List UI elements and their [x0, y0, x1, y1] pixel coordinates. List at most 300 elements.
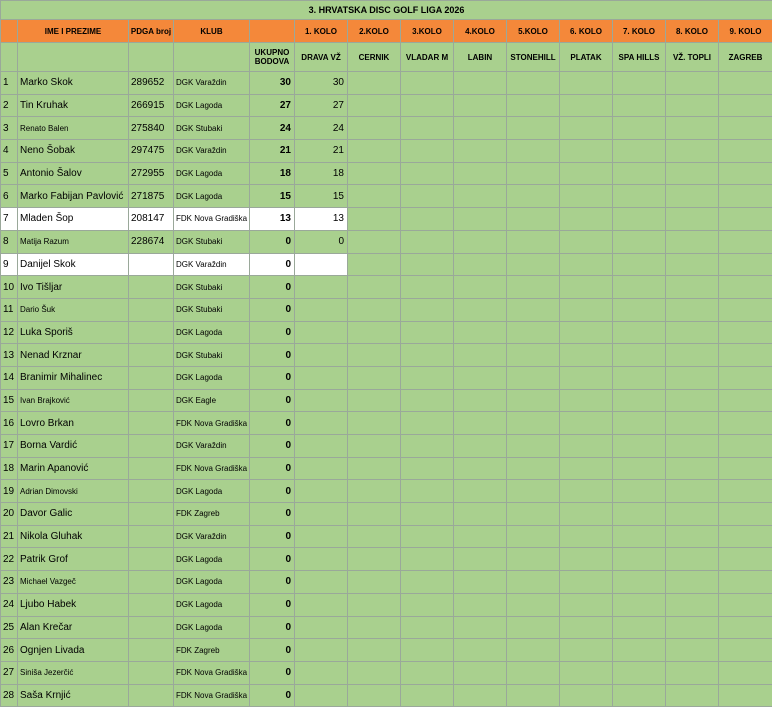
round-2-points [348, 298, 401, 321]
round-8-points [666, 389, 719, 412]
round-5-points [507, 548, 560, 571]
table-row [1, 480, 772, 503]
pdga-number: 289652 [129, 72, 174, 95]
round-4-points [454, 435, 507, 458]
club-name: DGK Stubaki [174, 117, 250, 140]
round-6-points [560, 412, 613, 435]
round-7-points [613, 661, 666, 684]
total-points: 21 [250, 140, 295, 163]
round-9-points [719, 503, 772, 526]
round-4-points [454, 276, 507, 299]
row-number: 25 [1, 616, 18, 639]
total-points: 0 [250, 435, 295, 458]
table-row [1, 548, 772, 571]
round-1-points [295, 593, 348, 616]
row-number: 9 [1, 253, 18, 276]
round-4-points [454, 457, 507, 480]
round-1-points [295, 457, 348, 480]
club-name: DGK Stubaki [174, 344, 250, 367]
table-row [1, 276, 772, 299]
round-5-points [507, 94, 560, 117]
table-row [1, 435, 772, 458]
round-8-points [666, 72, 719, 95]
player-name: Patrik Grof [18, 548, 129, 571]
round-4-points [454, 548, 507, 571]
round-4-points [454, 253, 507, 276]
round-5-points [507, 276, 560, 299]
round-2-points [348, 276, 401, 299]
row-number: 7 [1, 208, 18, 231]
row-number: 4 [1, 140, 18, 163]
player-name: Michael Vazgeč [18, 571, 129, 594]
round-6-points [560, 548, 613, 571]
round-5-points [507, 366, 560, 389]
total-points: 0 [250, 593, 295, 616]
round-8-points [666, 457, 719, 480]
round-9-points [719, 140, 772, 163]
round-6-points [560, 661, 613, 684]
player-name: Borna Vardić [18, 435, 129, 458]
round-9-points [719, 412, 772, 435]
club-name: DGK Varaždin [174, 525, 250, 548]
round-6-points [560, 593, 613, 616]
round-6-points [560, 162, 613, 185]
round-5-points [507, 616, 560, 639]
row-number: 23 [1, 571, 18, 594]
round-8-points [666, 639, 719, 662]
round-3-points [401, 480, 454, 503]
round-3-points [401, 389, 454, 412]
round-4-points [454, 525, 507, 548]
round-1-points [295, 525, 348, 548]
pdga-number: 208147 [129, 208, 174, 231]
round-2-points [348, 140, 401, 163]
round-3-points [401, 94, 454, 117]
pdga-number [129, 435, 174, 458]
round-1-points: 18 [295, 162, 348, 185]
round-3-points [401, 208, 454, 231]
round-6-points [560, 639, 613, 662]
round-9-points [719, 571, 772, 594]
round-5-points [507, 661, 560, 684]
total-points: 0 [250, 344, 295, 367]
round-1-points: 30 [295, 72, 348, 95]
club-name: DGK Stubaki [174, 298, 250, 321]
table-row [1, 344, 772, 367]
table-row [1, 366, 772, 389]
total-points: 0 [250, 253, 295, 276]
total-points: 0 [250, 366, 295, 389]
round-2-points [348, 94, 401, 117]
round-8-points [666, 140, 719, 163]
player-name: Adrian Dimovski [18, 480, 129, 503]
row-number: 10 [1, 276, 18, 299]
round-5-points [507, 298, 560, 321]
pdga-number [129, 571, 174, 594]
round-6-points [560, 94, 613, 117]
round-9-points [719, 321, 772, 344]
round-7-points [613, 684, 666, 707]
header-round: 4.KOLO [454, 20, 507, 43]
pdga-number: 228674 [129, 230, 174, 253]
round-7-points [613, 276, 666, 299]
row-number: 16 [1, 412, 18, 435]
round-1-points [295, 548, 348, 571]
header-total: UKUPNO BODOVA [250, 43, 295, 72]
round-3-points [401, 457, 454, 480]
club-name: DGK Lagoda [174, 94, 250, 117]
row-number: 20 [1, 503, 18, 526]
round-1-points [295, 435, 348, 458]
player-name: Danijel Skok [18, 253, 129, 276]
table-row [1, 230, 772, 253]
player-name: Marko Skok [18, 72, 129, 95]
round-8-points [666, 525, 719, 548]
table-row [1, 72, 772, 95]
club-name: FDK Nova Gradiška [174, 457, 250, 480]
header-venue: VŽ. TOPLI [666, 43, 719, 72]
round-6-points [560, 389, 613, 412]
round-2-points [348, 366, 401, 389]
round-9-points [719, 117, 772, 140]
header-round: 9. KOLO [719, 20, 772, 43]
pdga-number: 297475 [129, 140, 174, 163]
row-number: 27 [1, 661, 18, 684]
round-1-points [295, 321, 348, 344]
player-name: Mladen Šop [18, 208, 129, 231]
round-3-points [401, 616, 454, 639]
player-name: Nikola Gluhak [18, 525, 129, 548]
round-6-points [560, 684, 613, 707]
round-2-points [348, 571, 401, 594]
round-2-points [348, 503, 401, 526]
header-venue: PLATAK [560, 43, 613, 72]
round-6-points [560, 503, 613, 526]
round-1-points [295, 503, 348, 526]
round-2-points [348, 208, 401, 231]
round-1-points [295, 276, 348, 299]
table-row [1, 185, 772, 208]
total-points: 0 [250, 230, 295, 253]
round-8-points [666, 208, 719, 231]
round-9-points [719, 298, 772, 321]
total-points: 0 [250, 480, 295, 503]
table-row [1, 94, 772, 117]
round-1-points [295, 639, 348, 662]
round-2-points [348, 389, 401, 412]
club-name: FDK Nova Gradiška [174, 661, 250, 684]
round-9-points [719, 661, 772, 684]
round-3-points [401, 548, 454, 571]
round-9-points [719, 639, 772, 662]
round-1-points [295, 253, 348, 276]
table-row [1, 503, 772, 526]
total-points: 0 [250, 298, 295, 321]
round-8-points [666, 480, 719, 503]
round-1-points: 24 [295, 117, 348, 140]
table-row [1, 457, 772, 480]
round-8-points [666, 94, 719, 117]
table-row [1, 298, 772, 321]
round-4-points [454, 661, 507, 684]
pdga-number [129, 321, 174, 344]
round-8-points [666, 435, 719, 458]
round-1-points [295, 480, 348, 503]
round-3-points [401, 298, 454, 321]
round-7-points [613, 140, 666, 163]
total-points: 18 [250, 162, 295, 185]
row-number: 19 [1, 480, 18, 503]
club-name: FDK Nova Gradiška [174, 412, 250, 435]
player-name: Ognjen Livada [18, 639, 129, 662]
player-name: Ljubo Habek [18, 593, 129, 616]
round-7-points [613, 253, 666, 276]
round-5-points [507, 525, 560, 548]
round-1-points [295, 298, 348, 321]
round-7-points [613, 117, 666, 140]
round-7-points [613, 389, 666, 412]
round-6-points [560, 525, 613, 548]
total-points: 27 [250, 94, 295, 117]
round-2-points [348, 435, 401, 458]
header-venue: ZAGREB [719, 43, 772, 72]
round-6-points [560, 366, 613, 389]
total-points: 0 [250, 616, 295, 639]
row-number: 8 [1, 230, 18, 253]
round-5-points [507, 140, 560, 163]
round-4-points [454, 684, 507, 707]
row-number: 22 [1, 548, 18, 571]
pdga-number: 272955 [129, 162, 174, 185]
pdga-number [129, 298, 174, 321]
round-5-points [507, 684, 560, 707]
round-4-points [454, 412, 507, 435]
pdga-number [129, 525, 174, 548]
round-8-points [666, 230, 719, 253]
round-3-points [401, 639, 454, 662]
round-8-points [666, 548, 719, 571]
subheader-blank [129, 43, 174, 72]
round-8-points [666, 412, 719, 435]
round-2-points [348, 230, 401, 253]
round-1-points [295, 616, 348, 639]
round-9-points [719, 457, 772, 480]
round-8-points [666, 344, 719, 367]
round-6-points [560, 72, 613, 95]
round-7-points [613, 298, 666, 321]
round-3-points [401, 253, 454, 276]
round-6-points [560, 230, 613, 253]
round-7-points [613, 639, 666, 662]
row-number: 13 [1, 344, 18, 367]
table-row [1, 162, 772, 185]
round-2-points [348, 639, 401, 662]
header-venue: CERNIK [348, 43, 401, 72]
round-6-points [560, 276, 613, 299]
club-name: DGK Lagoda [174, 321, 250, 344]
round-3-points [401, 230, 454, 253]
club-name: DGK Lagoda [174, 616, 250, 639]
round-5-points [507, 72, 560, 95]
round-9-points [719, 253, 772, 276]
table-row [1, 412, 772, 435]
player-name: Ivan Brajković [18, 389, 129, 412]
round-5-points [507, 321, 560, 344]
row-number: 12 [1, 321, 18, 344]
club-name: DGK Eagle [174, 389, 250, 412]
round-8-points [666, 253, 719, 276]
round-5-points [507, 185, 560, 208]
round-3-points [401, 117, 454, 140]
round-2-points [348, 525, 401, 548]
pdga-number [129, 684, 174, 707]
header-round: 3.KOLO [401, 20, 454, 43]
round-8-points [666, 661, 719, 684]
round-4-points [454, 321, 507, 344]
round-7-points [613, 435, 666, 458]
round-7-points [613, 480, 666, 503]
subheader-blank [174, 43, 250, 72]
header-venue: DRAVA VŽ [295, 43, 348, 72]
round-6-points [560, 208, 613, 231]
table-row [1, 208, 772, 231]
round-5-points [507, 412, 560, 435]
header-round: 8. KOLO [666, 20, 719, 43]
round-2-points [348, 684, 401, 707]
round-5-points [507, 344, 560, 367]
club-name: DGK Lagoda [174, 571, 250, 594]
pdga-number [129, 593, 174, 616]
pdga-number [129, 616, 174, 639]
round-9-points [719, 389, 772, 412]
round-3-points [401, 321, 454, 344]
row-number: 21 [1, 525, 18, 548]
round-9-points [719, 162, 772, 185]
total-points: 0 [250, 503, 295, 526]
round-2-points [348, 117, 401, 140]
round-6-points [560, 457, 613, 480]
round-4-points [454, 389, 507, 412]
player-name: Renato Balen [18, 117, 129, 140]
row-number: 18 [1, 457, 18, 480]
player-name: Luka Sporiš [18, 321, 129, 344]
table-row [1, 639, 772, 662]
round-5-points [507, 480, 560, 503]
round-3-points [401, 571, 454, 594]
round-8-points [666, 593, 719, 616]
round-7-points [613, 230, 666, 253]
round-9-points [719, 616, 772, 639]
round-1-points [295, 412, 348, 435]
total-points: 13 [250, 208, 295, 231]
round-2-points [348, 253, 401, 276]
round-9-points [719, 208, 772, 231]
row-number: 28 [1, 684, 18, 707]
round-9-points [719, 94, 772, 117]
round-1-points: 15 [295, 185, 348, 208]
round-7-points [613, 571, 666, 594]
round-5-points [507, 162, 560, 185]
round-5-points [507, 389, 560, 412]
round-4-points [454, 140, 507, 163]
page-title: 3. HRVATSKA DISC GOLF LIGA 2026 [1, 1, 772, 20]
pdga-number [129, 639, 174, 662]
round-3-points [401, 140, 454, 163]
table-row [1, 616, 772, 639]
club-name: FDK Nova Gradiška [174, 684, 250, 707]
total-points: 0 [250, 571, 295, 594]
total-points: 0 [250, 389, 295, 412]
round-8-points [666, 185, 719, 208]
round-8-points [666, 298, 719, 321]
table-row [1, 661, 772, 684]
round-8-points [666, 503, 719, 526]
round-1-points: 27 [295, 94, 348, 117]
row-number: 24 [1, 593, 18, 616]
round-4-points [454, 208, 507, 231]
pdga-number: 275840 [129, 117, 174, 140]
total-points: 0 [250, 321, 295, 344]
round-4-points [454, 94, 507, 117]
round-2-points [348, 72, 401, 95]
round-5-points [507, 435, 560, 458]
subheader-blank [18, 43, 129, 72]
round-4-points [454, 571, 507, 594]
round-7-points [613, 457, 666, 480]
round-3-points [401, 525, 454, 548]
row-number: 3 [1, 117, 18, 140]
club-name: DGK Lagoda [174, 162, 250, 185]
total-points: 0 [250, 525, 295, 548]
round-2-points [348, 185, 401, 208]
round-1-points: 0 [295, 230, 348, 253]
player-name: Saša Krnjić [18, 684, 129, 707]
header-total-blank [250, 20, 295, 43]
row-number: 2 [1, 94, 18, 117]
round-5-points [507, 503, 560, 526]
total-points: 0 [250, 548, 295, 571]
round-8-points [666, 571, 719, 594]
player-name: Alan Krečar [18, 616, 129, 639]
round-2-points [348, 412, 401, 435]
round-4-points [454, 480, 507, 503]
club-name: DGK Lagoda [174, 548, 250, 571]
round-1-points [295, 389, 348, 412]
round-9-points [719, 525, 772, 548]
round-6-points [560, 435, 613, 458]
header-pdga: PDGA broj [129, 20, 174, 43]
round-6-points [560, 117, 613, 140]
round-7-points [613, 616, 666, 639]
round-8-points [666, 366, 719, 389]
round-7-points [613, 344, 666, 367]
total-points: 0 [250, 684, 295, 707]
round-5-points [507, 571, 560, 594]
player-name: Ivo Tišljar [18, 276, 129, 299]
player-name: Branimir Mihalinec [18, 366, 129, 389]
header-round: 7. KOLO [613, 20, 666, 43]
table-row [1, 140, 772, 163]
row-number: 11 [1, 298, 18, 321]
round-6-points [560, 344, 613, 367]
round-3-points [401, 412, 454, 435]
round-4-points [454, 366, 507, 389]
row-number: 15 [1, 389, 18, 412]
pdga-number [129, 480, 174, 503]
player-name: Marko Fabijan Pavlović [18, 185, 129, 208]
round-5-points [507, 117, 560, 140]
round-3-points [401, 185, 454, 208]
